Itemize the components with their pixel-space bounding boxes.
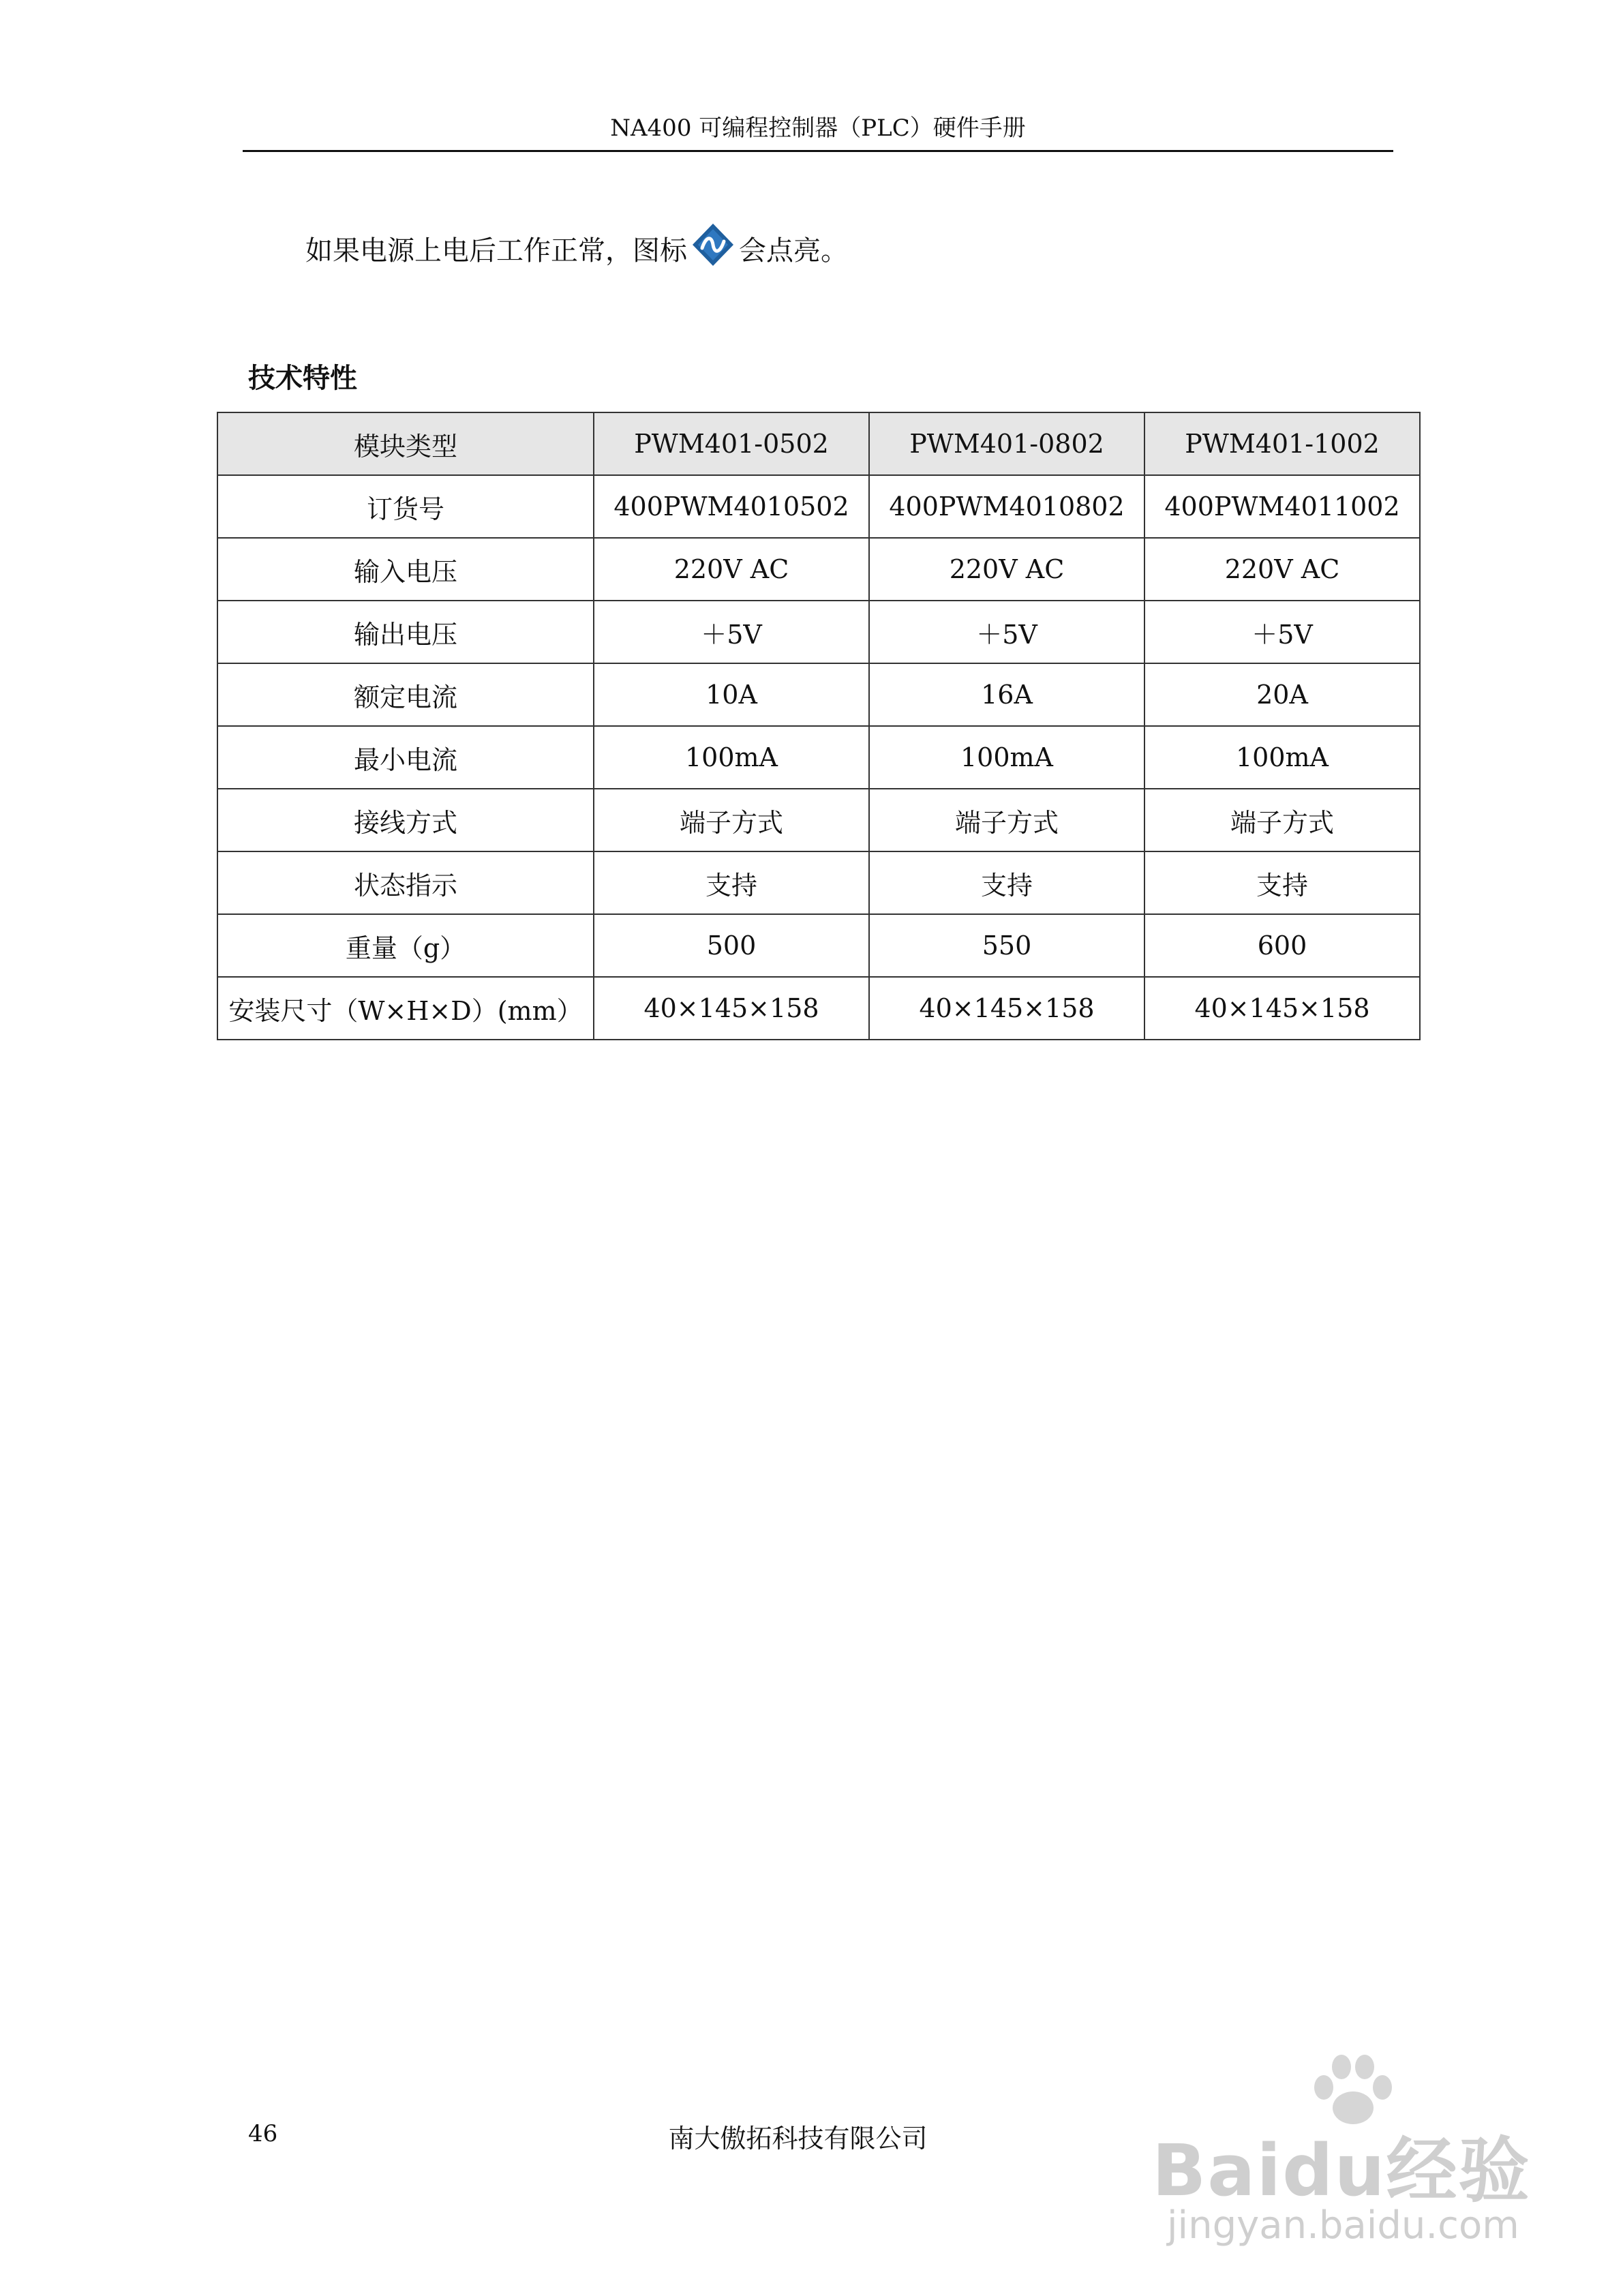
header-title: NA400 可编程控制器（PLC）硬件手册 (610, 115, 1026, 142)
table-cell: 支持 (1144, 851, 1420, 914)
table-row (217, 789, 1420, 851)
row-label: 状态指示 (217, 851, 594, 914)
table-cell: 20A (1144, 663, 1420, 726)
table-row (217, 475, 1420, 538)
table-row (217, 601, 1420, 663)
table-cell: 40×145×158 (1144, 977, 1420, 1040)
header-cell-model: PWM401-0802 (869, 412, 1144, 475)
table-cell: 400PWM4010802 (869, 475, 1144, 538)
table-cell: 100mA (869, 726, 1144, 789)
row-label: 订货号 (217, 475, 594, 538)
header-divider (243, 150, 1393, 152)
row-label: 输入电压 (217, 538, 594, 601)
table-cell: ＋5V (1144, 601, 1420, 663)
table-cell: 40×145×158 (594, 977, 869, 1040)
table-cell: 600 (1144, 914, 1420, 977)
table-cell: ＋5V (594, 601, 869, 663)
spec-table (217, 412, 1421, 1040)
table-header-row (217, 412, 1420, 475)
header-cell-model: PWM401-1002 (1144, 412, 1420, 475)
table-cell: 16A (869, 663, 1144, 726)
section-title: 技术特性 (248, 363, 357, 394)
intro-text-before: 如果电源上电后工作正常，图标 (305, 235, 687, 267)
header-cell-module-type: 模块类型 (217, 412, 594, 475)
table-cell: 220V AC (869, 538, 1144, 601)
table-cell: 端子方式 (594, 789, 869, 851)
table-row (217, 914, 1420, 977)
row-label: 输出电压 (217, 601, 594, 663)
table-cell: 端子方式 (869, 789, 1144, 851)
table-cell: 400PWM4011002 (1144, 475, 1420, 538)
table-row (217, 663, 1420, 726)
table-cell: 220V AC (594, 538, 869, 601)
intro-text-after: 会点亮。 (739, 235, 848, 267)
table-row (217, 851, 1420, 914)
table-row (217, 538, 1420, 601)
footer-company: 南大傲拓科技有限公司 (668, 2124, 928, 2154)
watermark-brand: Baidu经验 (1152, 2129, 1531, 2212)
table-cell: 支持 (594, 851, 869, 914)
table-cell: 100mA (594, 726, 869, 789)
row-label: 额定电流 (217, 663, 594, 726)
table-cell: 550 (869, 914, 1144, 977)
row-label: 重量（g） (217, 914, 594, 977)
row-label: 接线方式 (217, 789, 594, 851)
table-row (217, 977, 1420, 1040)
table-cell: 40×145×158 (869, 977, 1144, 1040)
watermark-url: jingyan.baidu.com (1167, 2203, 1519, 2248)
table-cell: 100mA (1144, 726, 1420, 789)
table-cell: 端子方式 (1144, 789, 1420, 851)
power-status-led-icon (691, 222, 735, 267)
page-number: 46 (248, 2120, 278, 2147)
row-label: 最小电流 (217, 726, 594, 789)
table-cell: ＋5V (869, 601, 1144, 663)
table-row (217, 726, 1420, 789)
header-cell-model: PWM401-0502 (594, 412, 869, 475)
intro-paragraph (305, 230, 848, 275)
table-cell: 400PWM4010502 (594, 475, 869, 538)
baidu-watermark (1152, 2052, 1561, 2256)
table-cell: 10A (594, 663, 869, 726)
table-cell: 500 (594, 914, 869, 977)
table-cell: 支持 (869, 851, 1144, 914)
table-cell: 220V AC (1144, 538, 1420, 601)
row-label: 安装尺寸（W×H×D）(mm） (217, 977, 594, 1040)
